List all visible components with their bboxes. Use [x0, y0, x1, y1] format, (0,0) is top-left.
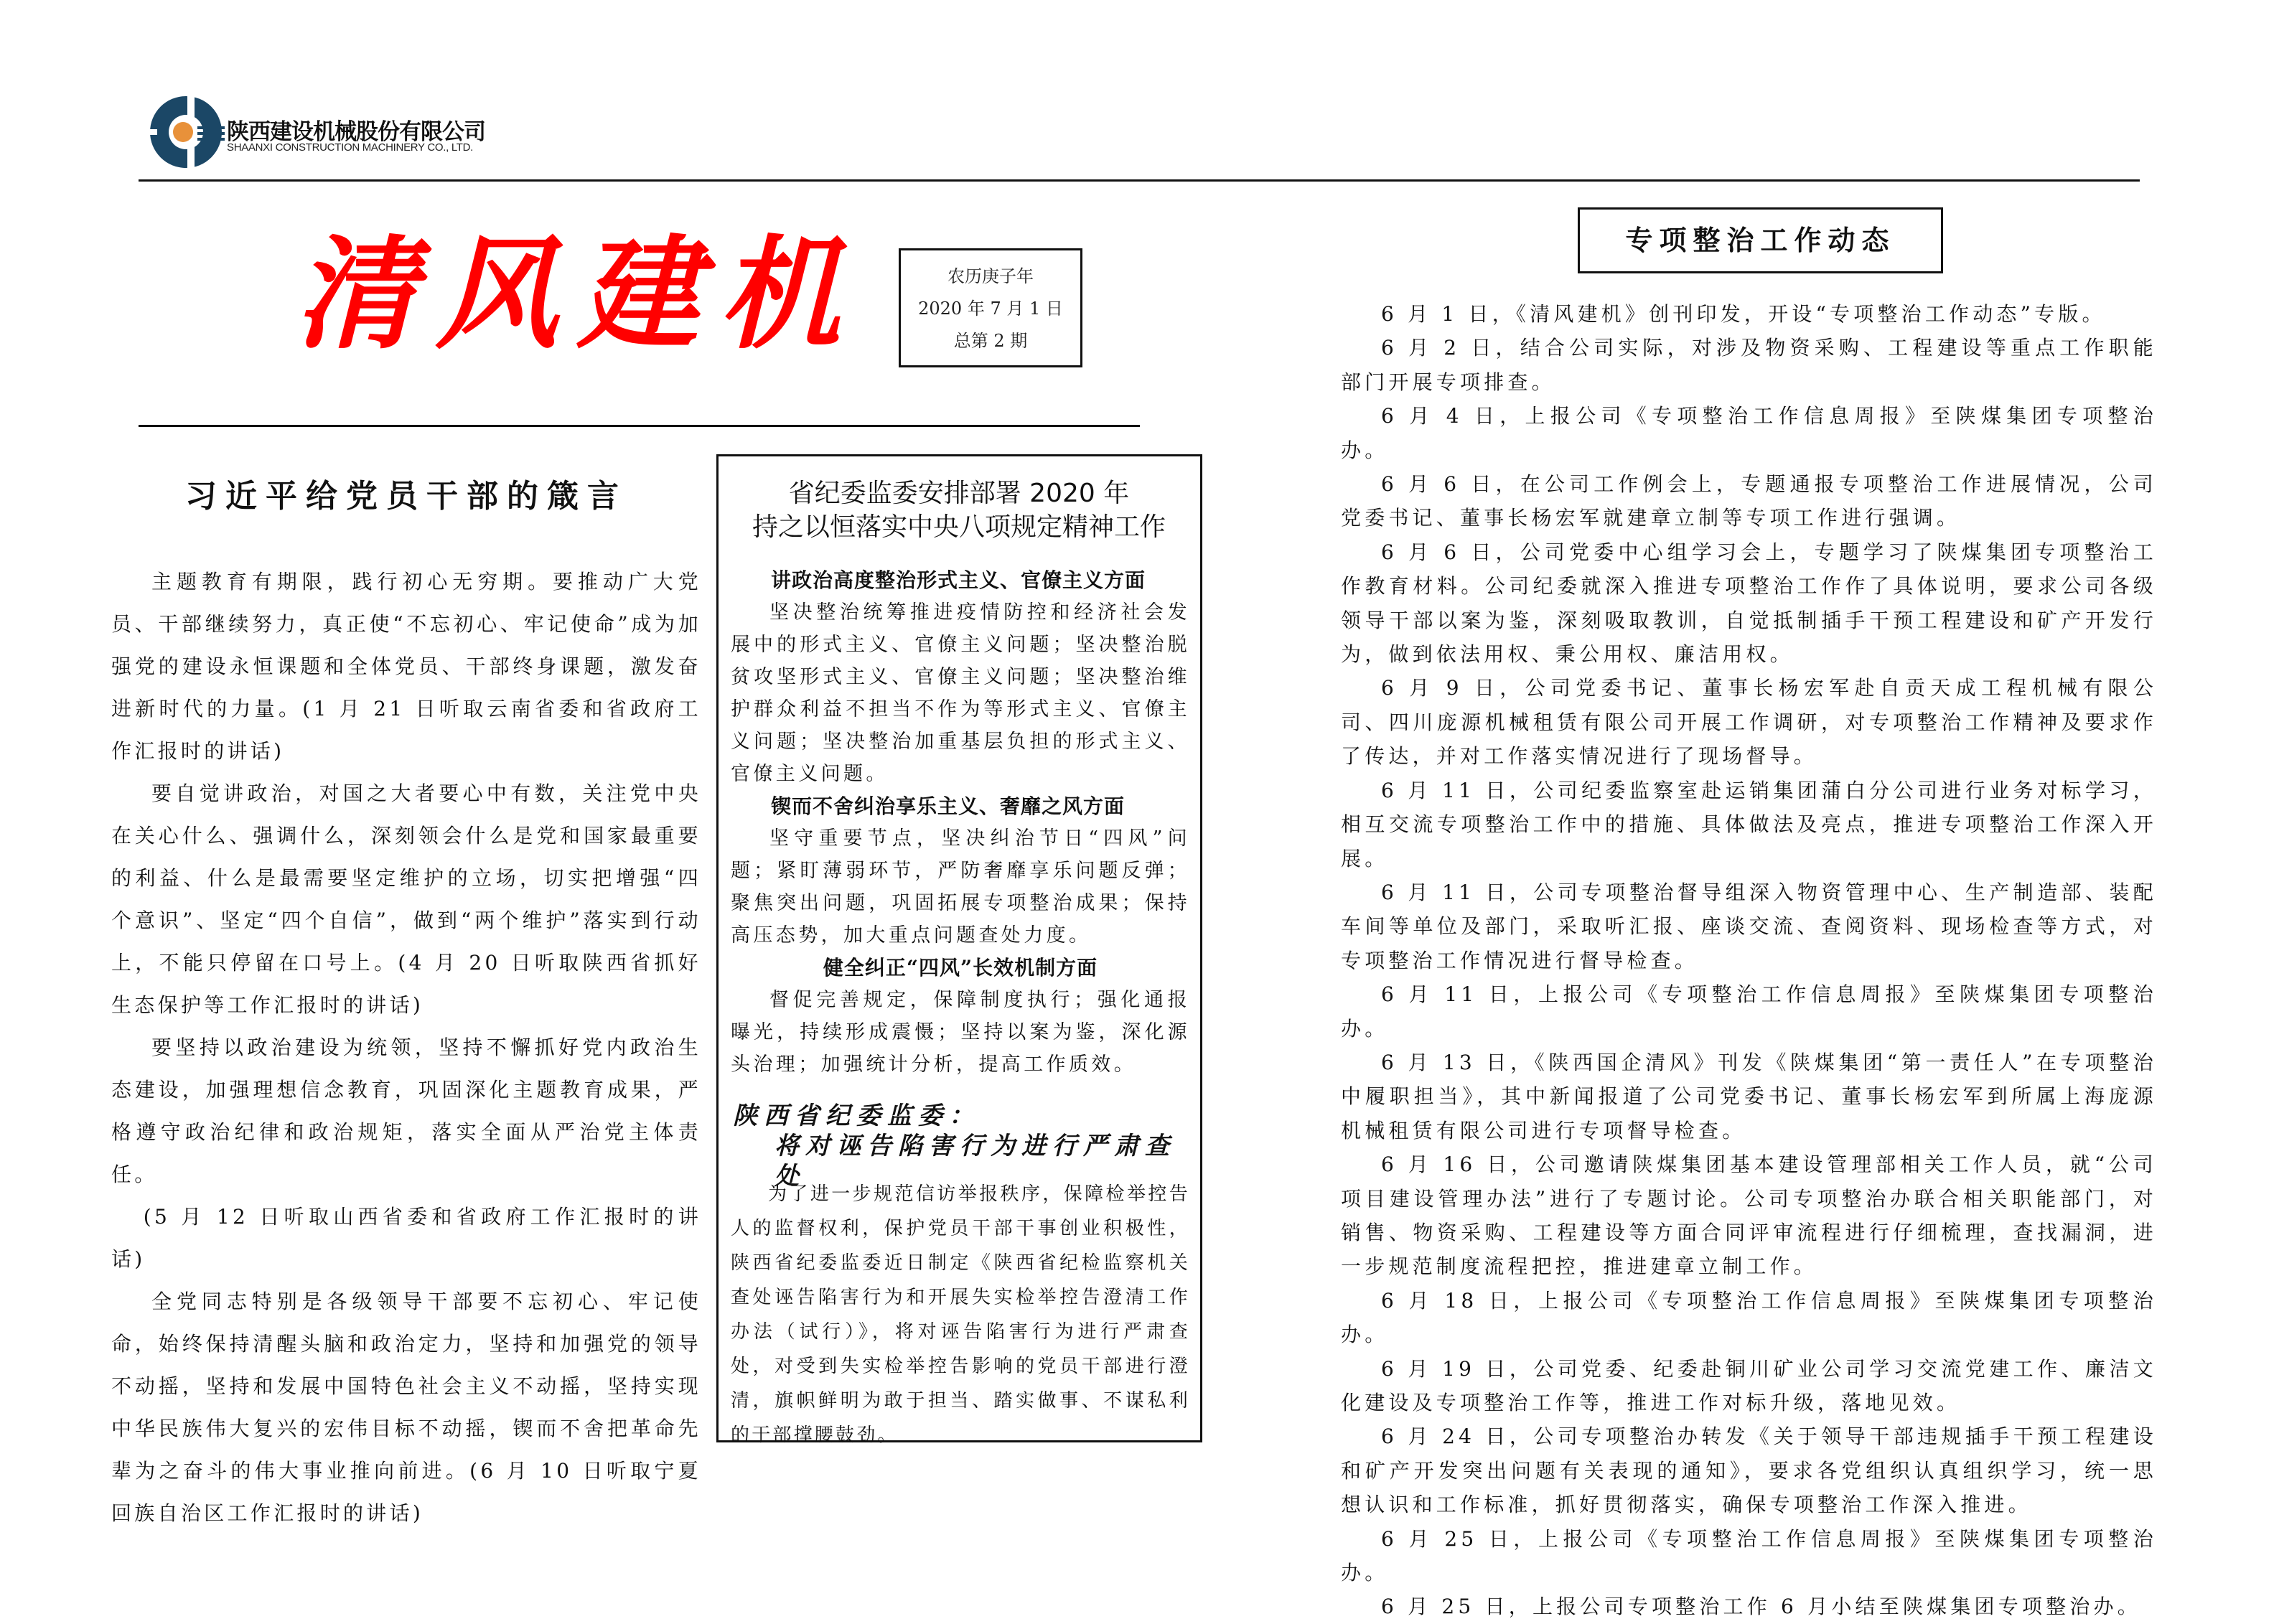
update-entry: 6 月 6 日，公司党委中心组学习会上，专题学习了陕煤集团专项整治工作教育材料。公司纪委就深入推进专项整治工作作了具体说明，要求公司各级领导干部以案为鉴，深刻吸取教训，自觉抵制插手干预工程建设和矿产开发行为，做到依法用权、秉公用权、廉洁用权。 — [1341, 540, 2157, 667]
section-body: 督促完善规定，保障制度执行；强化通报曝光，持续形成震慑；坚持以案为鉴，深化源头治理；加强统计分析，提高工作质效。 — [731, 989, 1190, 1076]
company-name-cn: 陕西建设机械股份有限公司 — [227, 119, 485, 145]
update-entry: 6 月 25 日，上报公司《专项整治工作信息周报》至陕煤集团专项整治办。 — [1341, 1526, 2157, 1585]
middle-article-sections — [731, 564, 1190, 1081]
paragraph: 全党同志特别是各级领导干部要不忘初心、牢记使命，始终保持清醒头脑和政治定力，坚持和加强党的领导不动摇，坚持和发展中国特色社会主义不动摇，坚持实现中华民族伟大复兴的宏伟目标不动摇，锲而不舍把革命先辈为之奋斗的伟大事业推向前进。(6 月 10 日听取宁夏回族自治区工作汇报时的讲话) — [111, 1290, 701, 1525]
update-entry: 6 月 19 日，公司党委、纪委赴铜川矿业公司学习交流党建工作、廉洁文化建设及专项整治工作等，推进工作对标升级，落地见效。 — [1341, 1356, 2157, 1414]
update-entry: 6 月 11 日，上报公司《专项整治工作信息周报》至陕煤集团专项整治办。 — [1341, 982, 2157, 1041]
citation: (5 月 12 日听取山西省委和省政府工作汇报时的讲话) — [111, 1205, 701, 1271]
update-entry: 6 月 13 日，《陕西国企清风》刊发《陕煤集团“第一责任人”在专项整治中履职担当》，其中新闻报道了公司党委书记、董事长杨宏军到所属上海庞源机械租赁有限公司进行专项督导检查。 — [1341, 1050, 2157, 1142]
middle-article-title — [726, 477, 1192, 544]
paragraph: 主题教育有期限，践行初心无穷期。要推动广大党员、干部继续努力，真正使“不忘初心、牢记使命”成为加强党的建设永恒课题和全体党员、干部终身课题，激发奋进新时代的力量。(1 月 21 日听取云南省委和省政府工作汇报时的讲话) — [111, 570, 701, 763]
section-heading: 锲而不舍纠治享乐主义、奢靡之风方面 — [771, 794, 1126, 818]
company-name-en: SHAANXI CONSTRUCTION MACHINERY CO., LTD. — [227, 141, 474, 154]
section-heading: 健全纠正“四风”长效机制方面 — [823, 956, 1098, 980]
left-article-title: 习近平给党员干部的箴言 — [185, 478, 627, 515]
update-entry: 6 月 2 日，结合公司实际，对涉及物资采购、工程建设等重点工作职能部门开展专项排查。 — [1341, 336, 2157, 394]
update-entry: 6 月 11 日，公司纪委监察室赴运销集团蒲白分公司进行业务对标学习，相互交流专项整治工作中的措施、具体做法及亮点，推进专项整治工作深入开展。 — [1341, 778, 2157, 870]
headline-line: 将对诬告陷害行为进行严肃查处 — [775, 1132, 1176, 1191]
paragraph: 要自觉讲政治，对国之大者要心中有数，关注党中央在关心什么、强调什么，深刻领会什么是党和国家最重要的利益、什么是最需要坚定维护的立场，切实把增强“四个意识”、坚定“四个自信”，做到“两个维护”落实到行动上，不能只停留在口号上。(4 月 20 日听取陕西省抓好生态保护等工作汇报时的讲话) — [111, 782, 701, 1017]
title-line: 省纪委监委安排部署 2020 年 — [788, 479, 1130, 508]
header-divider — [139, 179, 2140, 182]
section-heading: 讲政治高度整治形式主义、官僚主义方面 — [771, 568, 1146, 592]
issue-number: 总第 2 期 — [953, 331, 1028, 351]
paragraph: 为了进一步规范信访举报秩序，保障检举控告人的监督权利，保护党员干部干事创业积极性，陕西省纪委监委近日制定《陕西省纪检监察机关查处诬告陷害行为和开展失实检举控告澄清工作办法（试行）》，将对诬告陷害行为进行严肃查处，对受到失实检举控告影响的党员干部进行澄清，旗帜鲜明为敢于担当、踏实做事、不谋私利的干部撑腰鼓劲。 — [731, 1183, 1190, 1446]
lunar-year: 农历庚子年 — [947, 266, 1034, 286]
update-entry: 6 月 9 日，公司党委书记、董事长杨宏军赴自贡天成工程机械有限公司、四川庞源机械租赁有限公司开展工作调研，对专项整治工作精神及要求作了传达，并对工作落实情况进行了现场督导。 — [1341, 676, 2157, 769]
update-entry: 6 月 11 日，公司专项整治督导组深入物资管理中心、生产制造部、装配车间等单位及部门，采取听汇报、座谈交流、查阅资料、现场检查等方式，对专项整治工作情况进行督导检查。 — [1341, 880, 2157, 972]
section-body: 坚决整治统筹推进疫情防控和经济社会发展中的形式主义、官僚主义问题；坚决整治脱贫攻坚形式主义、官僚主义问题；坚决整治维护群众利益不担当不作为等形式主义、官僚主义问题；坚决整治加重基层负担的形式主义、官僚主义问题。 — [731, 601, 1190, 785]
update-entry: 6 月 1 日，《清风建机》创刊印发，开设“专项整治工作动态”专版。 — [1381, 302, 2106, 326]
masthead-title: 清风建机 — [294, 222, 861, 366]
update-entry: 6 月 24 日，公司专项整治办转发《关于领导干部违规插手干预工程建设和矿产开发突出问题有关表现的通知》，要求各党组织认真组织学习，统一思想认识和工作标准，抓好贯彻落实，确保专项整治工作深入推进。 — [1341, 1424, 2157, 1517]
update-entry: 6 月 18 日，上报公司《专项整治工作信息周报》至陕煤集团专项整治办。 — [1341, 1288, 2157, 1347]
section-body: 坚守重要节点，坚决纠治节日“四风”问题；紧盯薄弱环节，严防奢靡享乐问题反弹；聚焦突出问题，巩固拓展专项整治成果；保持高压态势，加大重点问题查处力度。 — [731, 827, 1190, 947]
headline-line: 陕西省纪委监委： — [733, 1102, 980, 1130]
work-updates-list — [1341, 297, 2157, 1624]
news-body — [731, 1177, 1190, 1452]
middle-article-box — [716, 454, 1202, 1446]
title-line: 持之以恒落实中央八项规定精神工作 — [752, 512, 1166, 542]
issue-date: 2020 年 7 月 1 日 — [918, 299, 1063, 319]
paragraph: 要坚持以政治建设为统领，坚持不懈抓好党内政治生态建设，加强理想信念教育，巩固深化主题教育成果，严格遵守政治纪律和政治规矩，落实全面从严治党主体责任。 — [111, 1036, 701, 1186]
update-entry: 6 月 25 日，上报公司专项整治工作 6 月小结至陕煤集团专项整治办。 — [1381, 1595, 2141, 1619]
update-entry: 6 月 16 日，公司邀请陕煤集团基本建设管理部相关工作人员，就“公司项目建设管理办法”进行了专题讨论。公司专项整治办联合相关职能部门，对销售、物资采购、工程建设等方面合同评审流程进行仔细梳理，查找漏洞，进一步规范制度流程把控，推进建章立制工作。 — [1341, 1153, 2157, 1279]
issue-info-box — [899, 248, 1082, 367]
masthead-divider — [139, 425, 1140, 427]
update-entry: 6 月 6 日，在公司工作例会上，专题通报专项整治工作进展情况，公司党委书记、董事长杨宏军就建章立制等专项工作进行强调。 — [1341, 472, 2157, 530]
update-entry: 6 月 4 日，上报公司《专项整治工作信息周报》至陕煤集团专项整治办。 — [1341, 404, 2157, 462]
right-article-title: 专项整治工作动态 — [1578, 207, 1943, 273]
company-logo — [147, 93, 225, 171]
left-article-body — [111, 560, 701, 1534]
